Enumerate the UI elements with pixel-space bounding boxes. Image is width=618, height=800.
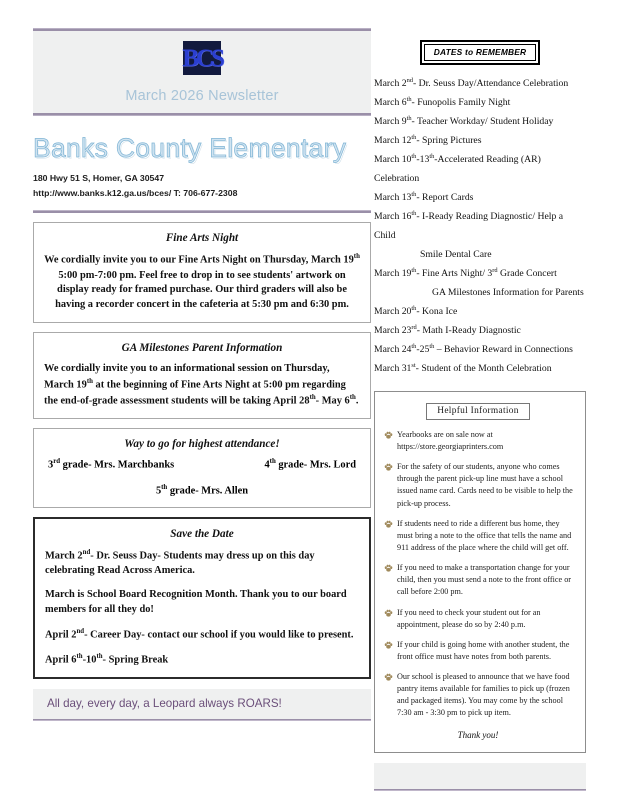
attendance-grade-3: 3rd grade- Mrs. Marchbanks [48, 458, 175, 471]
header-divider-rule [33, 210, 371, 213]
fine-arts-night-paragraph: We cordially invite you to our Fine Arts Night on Thursday, March 19th 5:00 pm-7:00 pm. Feel free to drop in to see students' artwork on display ready for framed purchase. Our third graders will also be having a recorder concert in the cafeteria at 5:30 pm and 6:30 pm. [44, 253, 360, 311]
banner-bottom-rule [33, 113, 371, 116]
dates-to-remember-heading-box [420, 40, 541, 65]
save-the-date-item: April 2nd- Career Day- contact our school if you would like to present. [45, 627, 354, 641]
date-item: Smile Dental Care [420, 248, 492, 260]
paw-print-icon [379, 671, 397, 720]
helpful-information-item [379, 607, 577, 631]
fine-arts-night-body [44, 252, 360, 313]
save-the-date-item: April 6th-10th- Spring Break [45, 652, 169, 666]
date-item: March 20th- Kona Ice [374, 304, 458, 317]
ga-milestones-title: GA Milestones Parent Information [121, 341, 283, 354]
date-item: March 23rd- Math I-Ready Diagnostic [374, 323, 521, 336]
helpful-information-list [379, 429, 577, 720]
save-the-date-box [33, 517, 371, 679]
paw-print-icon [379, 518, 397, 554]
date-item: March 24th-25th – Behavior Reward in Connections [374, 342, 573, 355]
school-contact-line[interactable]: http://www.banks.k12.ga.us/bces/ T: 706-677-2308 [33, 188, 238, 199]
ga-milestones-paragraph: We cordially invite you to an informational session on Thursday, March 19th at the beginning of Fine Arts Night at 5:00 pm regarding the end-of-grade assessment students will be taking April 28th- May 6th. [44, 362, 359, 407]
date-item: March 19th- Fine Arts Night/ 3rd Grade Concert [374, 266, 557, 279]
paw-print-icon [379, 562, 397, 598]
date-item: March 31st- Student of the Month Celebration [374, 361, 552, 374]
ga-milestones-box [33, 332, 371, 419]
save-the-date-body [45, 548, 359, 668]
helpful-information-item [379, 639, 577, 663]
helpful-information-item-text: If your child is going home with another student, the front office must have notes from both parents. [397, 639, 570, 661]
save-the-date-item: March is School Board Recognition Month. Thank you to our board members for all they do! [45, 589, 347, 615]
masthead-banner [33, 31, 371, 113]
date-item: March 13th- Report Cards [374, 191, 474, 204]
date-item: March 10th-13th-Accelerated Reading (AR) Celebration [374, 153, 541, 185]
date-item: March 9th- Teacher Workday/ Student Holiday [374, 115, 554, 128]
paw-print-icon [379, 461, 397, 510]
school-name-heading: Banks County Elementary [33, 133, 347, 163]
school-address-line: 180 Hwy 51 S, Homer, GA 30547 [33, 173, 165, 183]
helpful-information-item-text: If you need to check your student out for an appointment, please do so by 2:40 p.m. [397, 607, 541, 629]
fine-arts-night-box [33, 222, 371, 323]
right-column [374, 28, 586, 791]
paw-print-icon [379, 639, 397, 663]
school-crest-icon [183, 41, 221, 75]
helpful-information-item [379, 518, 577, 554]
helpful-information-item-text: Yearbooks are on sale now at https://store.georgiaprinters.com [397, 429, 504, 451]
helpful-information-item-text: Our school is pleased to announce that we have food pantry items available for families to pick up (frozen and packaged items). You may come by the school 7:30 am - 3:30 pm to pick up item. [397, 672, 570, 718]
school-crest-monogram: BCS [182, 44, 222, 72]
helpful-information-closing: Thank you! [457, 729, 499, 740]
helpful-information-item-text: If you need to make a transportation change for your child, then you must send a note to the front office or call before 2:00 pm. [397, 563, 572, 597]
helpful-information-heading-wrap [379, 400, 577, 420]
helpful-information-item-text: If students need to ride a different bus home, they must bring a note to the office that tells the name and 911 address of the place where the child will get off. [397, 518, 572, 552]
date-item: March 16th- I-Ready Reading Diagnostic/ Help a Child [374, 210, 564, 242]
attendance-row-1 [44, 458, 360, 470]
date-item: March 12th- Spring Pictures [374, 134, 482, 147]
newsletter-title: March 2026 Newsletter [125, 88, 279, 104]
dates-heading-wrap [374, 28, 586, 65]
right-footer-bar [374, 763, 586, 789]
footer-slogan-wrap [33, 689, 371, 721]
footer-rule [33, 719, 371, 721]
right-footer-wrap [374, 763, 586, 791]
attendance-box [33, 428, 371, 508]
footer-slogan: All day, every day, a Leopard always ROARS! [33, 689, 371, 719]
fine-arts-night-title: Fine Arts Night [165, 232, 239, 245]
date-item: March 6th- Funopolis Family Night [374, 96, 511, 109]
helpful-information-item [379, 562, 577, 598]
date-item: GA Milestones Information for Parents [432, 286, 584, 298]
dates-to-remember-list [374, 75, 586, 379]
left-column [33, 28, 371, 721]
helpful-information-box [374, 391, 586, 753]
attendance-grade-4: 4th grade- Mrs. Lord [264, 458, 356, 471]
attendance-title: Way to go for highest attendance! [124, 438, 280, 451]
helpful-information-heading: Helpful Information [426, 403, 529, 420]
school-address-block [33, 171, 371, 201]
ga-milestones-body [44, 362, 360, 409]
paw-print-icon [379, 429, 397, 453]
helpful-information-item [379, 429, 577, 453]
right-footer-rule [374, 789, 586, 791]
paw-print-icon [379, 607, 397, 631]
date-item: March 2nd- Dr. Seuss Day/Attendance Celebration [374, 77, 569, 90]
save-the-date-title: Save the Date [170, 528, 234, 541]
dates-to-remember-heading: DATES to REMEMBER [424, 44, 537, 61]
helpful-information-item-text: For the safety of our students, anyone who comes through the parent pick-up line must have a school issued name card. Cards need to be visible to help the pick-up process. [397, 462, 573, 508]
helpful-information-item [379, 461, 577, 510]
attendance-grade-5: 5th grade- Mrs. Allen [155, 483, 249, 497]
save-the-date-item: March 2nd- Dr. Seuss Day- Students may dress up on this day celebrating Read Across America. [45, 549, 315, 577]
helpful-information-item [379, 671, 577, 720]
